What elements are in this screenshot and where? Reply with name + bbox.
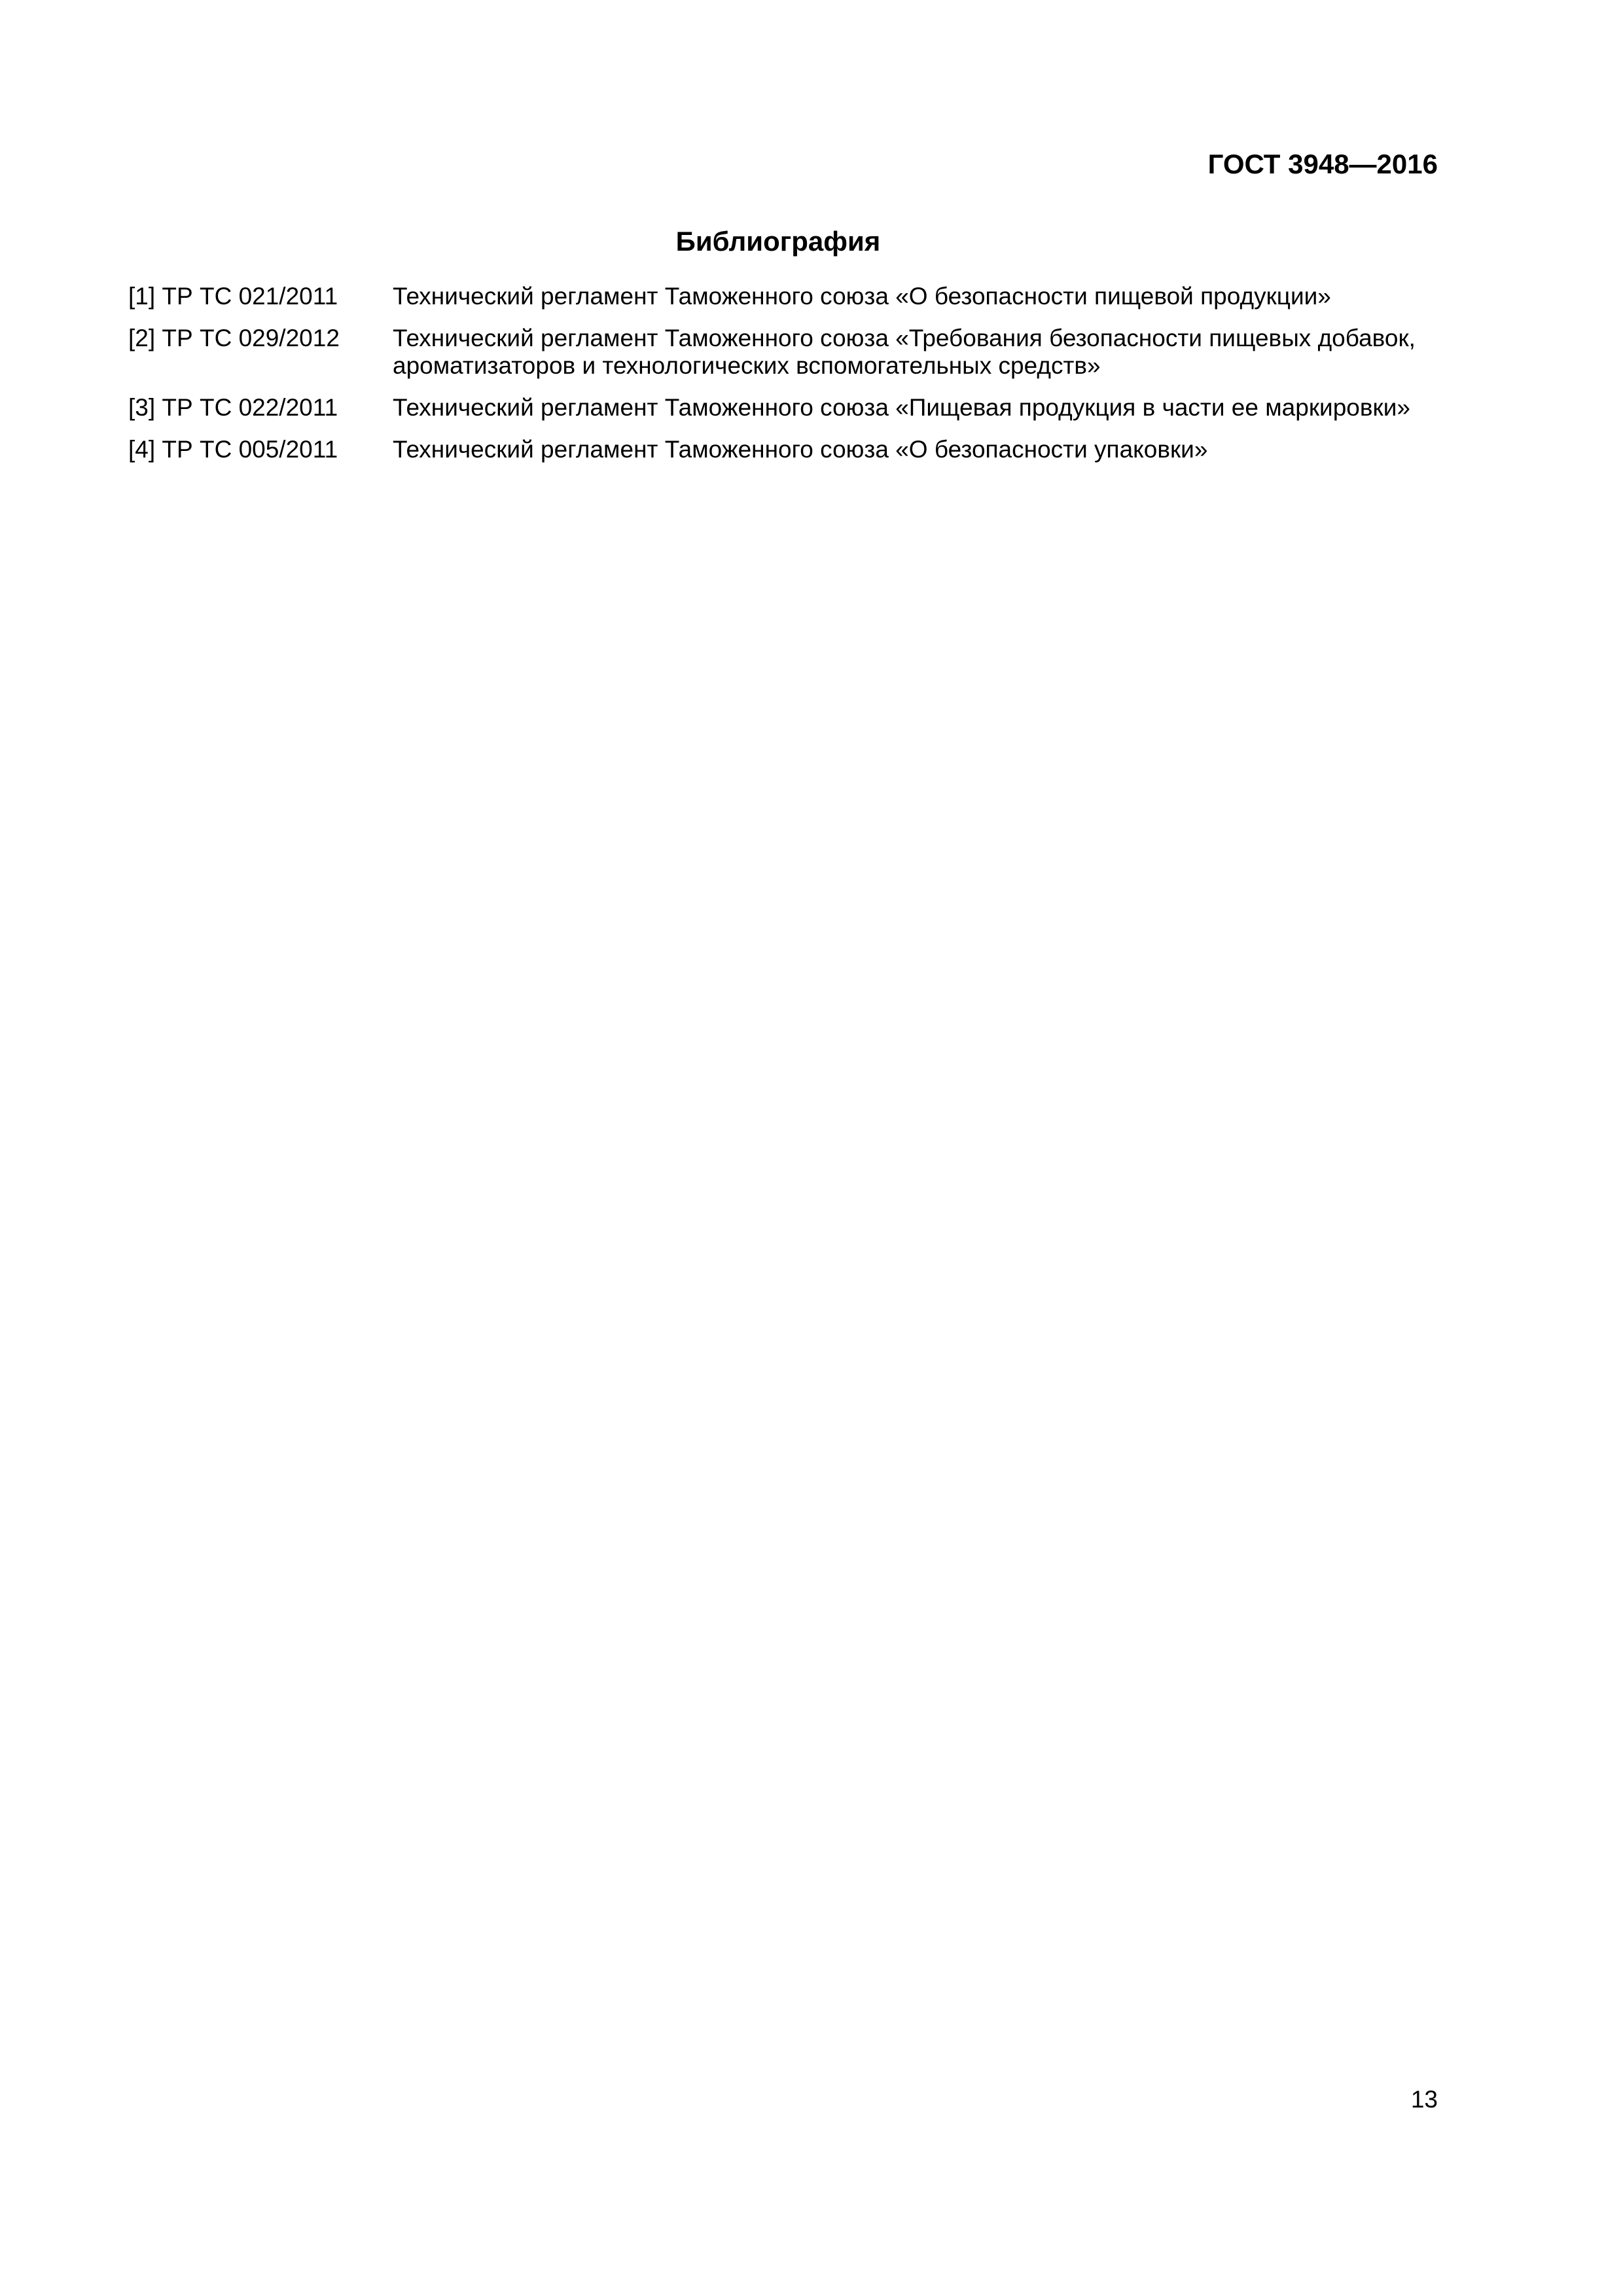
entry-reference: [1] ТР ТС 021/2011 bbox=[128, 283, 338, 310]
document-id: ГОСТ 3948—2016 bbox=[1207, 149, 1438, 179]
section-title: Библиография bbox=[675, 226, 881, 257]
entry-reference: [4] ТР ТС 005/2011 bbox=[128, 436, 338, 463]
entry-text: Технический регламент Таможенного союза «Пищевая продукция в части ее маркировки» bbox=[393, 394, 1410, 421]
page-number: 13 bbox=[1410, 2086, 1438, 2113]
entry-text: Технический регламент Таможенного союза «Требования безопасности пищевых добавок, ароматизаторов и технологических вспомогательных средств» bbox=[393, 325, 1416, 379]
entry-reference: [3] ТР ТС 022/2011 bbox=[128, 394, 338, 421]
bibliography-entry bbox=[128, 436, 1444, 463]
entry-text: Технический регламент Таможенного союза «О безопасности упаковки» bbox=[393, 436, 1208, 463]
entry-text: Технический регламент Таможенного союза «О безопасности пищевой продукции» bbox=[393, 283, 1331, 310]
bibliography-list bbox=[128, 283, 1444, 478]
bibliography-entry bbox=[128, 325, 1444, 380]
bibliography-entry bbox=[128, 394, 1444, 422]
entry-reference: [2] ТР ТС 029/2012 bbox=[128, 325, 340, 351]
bibliography-entry bbox=[128, 283, 1444, 310]
